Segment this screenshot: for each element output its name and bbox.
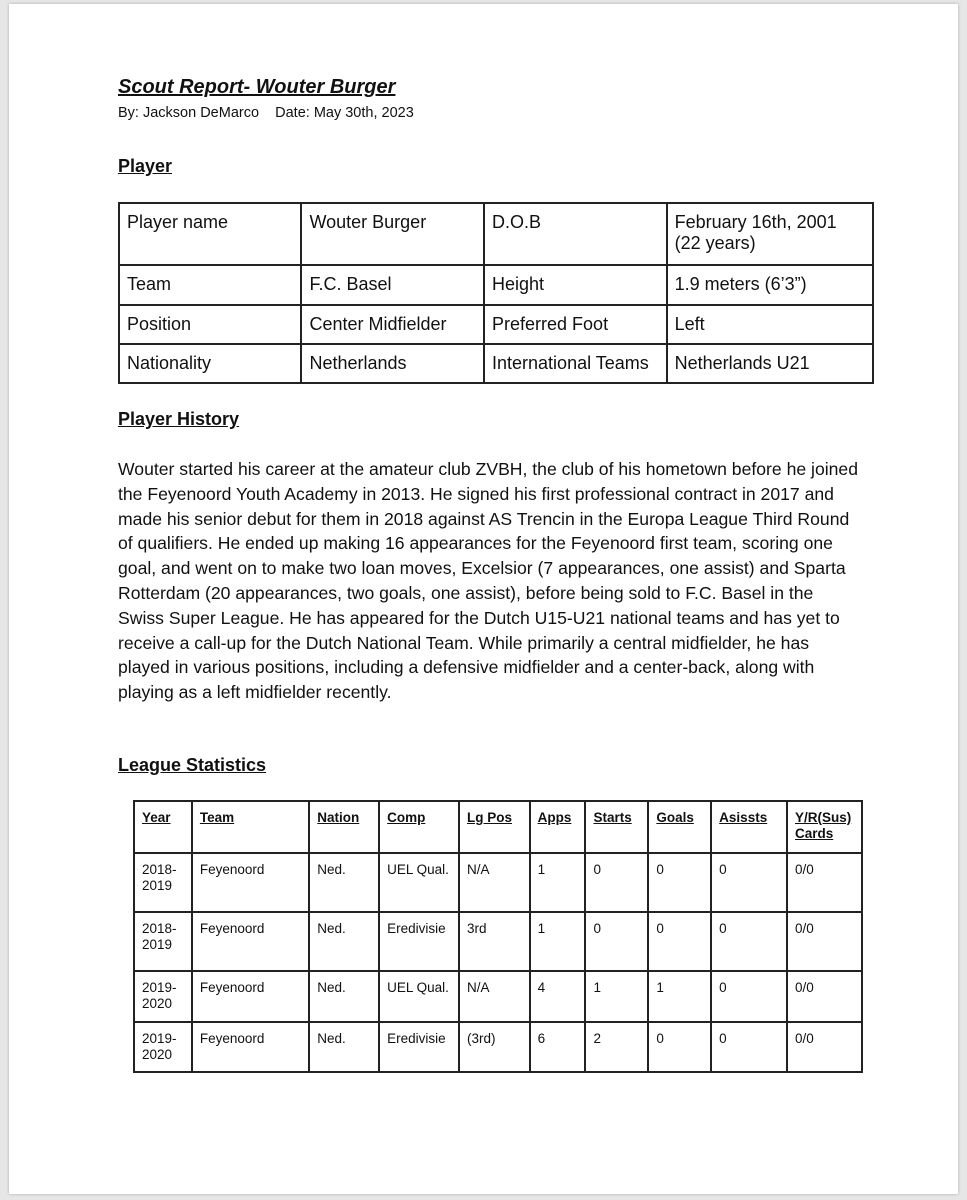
player-history-heading: Player History [118, 409, 240, 429]
table-cell: Preferred Foot [484, 305, 667, 344]
table-cell: Height [484, 265, 667, 305]
table-cell: F.C. Basel [301, 265, 484, 305]
table-cell: 1.9 meters (6’3”) [667, 265, 873, 305]
table-cell: 2018-2019 [134, 912, 192, 971]
table-row [119, 265, 873, 305]
column-header: Year [134, 801, 192, 853]
table-cell: 1 [585, 971, 648, 1022]
player-history-text: Wouter started his career at the amateur club ZVBH, the club of his hometown before he joined the Feyenoord Youth Academy in 2013. He signed his first professional contract in 2017 and made his senior debut for them in 2018 against AS Trencin in the Europa League Third Round of qualifiers. He ended up making 16 appearances for the Feyenoord first team, scoring one goal, and went on to make two loan moves, Excelsior (7 appearances, one assist) and Sparta Rotterdam (20 appearances, two goals, one assist), before being sold to F.C. Basel in the Swiss Super League. He has appeared for the Dutch U15-U21 national teams and has yet to receive a call-up for the Dutch National Team. While primarily a central midfielder, he has played in various positions, including a defensive midfielder and a center-back, along with playing as a left midfielder recently. [118, 459, 858, 703]
table-header-row [134, 801, 862, 853]
table-row [134, 971, 862, 1022]
table-cell: Ned. [309, 912, 379, 971]
table-cell: 0 [648, 1022, 711, 1072]
table-cell: Eredivisie [379, 1022, 459, 1072]
player-info-table [118, 202, 874, 384]
table-cell: (3rd) [459, 1022, 530, 1072]
column-header: Nation [309, 801, 379, 853]
table-cell: D.O.B [484, 203, 667, 265]
table-cell: UEL Qual. [379, 971, 459, 1022]
table-cell: Ned. [309, 853, 379, 912]
table-cell: 0 [648, 853, 711, 912]
column-header: Apps [530, 801, 586, 853]
table-cell: 1 [530, 853, 586, 912]
table-cell: Feyenoord [192, 1022, 309, 1072]
table-cell: 0/0 [787, 971, 862, 1022]
table-cell: 0 [711, 971, 787, 1022]
table-cell: 1 [530, 912, 586, 971]
league-statistics-table [133, 800, 863, 1073]
table-cell: 0 [711, 853, 787, 912]
table-cell: 0/0 [787, 1022, 862, 1072]
table-row [119, 344, 873, 383]
document-page [9, 4, 958, 1194]
column-header: Comp [379, 801, 459, 853]
table-cell: N/A [459, 853, 530, 912]
table-row [134, 853, 862, 912]
table-cell: Position [119, 305, 301, 344]
table-cell: Ned. [309, 1022, 379, 1072]
table-cell: 6 [530, 1022, 586, 1072]
table-cell: UEL Qual. [379, 853, 459, 912]
column-header: Goals [648, 801, 711, 853]
table-cell: 2019-2020 [134, 971, 192, 1022]
league-statistics-heading: League Statistics [118, 755, 267, 775]
table-cell: N/A [459, 971, 530, 1022]
table-cell: International Teams [484, 344, 667, 383]
table-cell: Wouter Burger [301, 203, 484, 265]
report-title: Scout Report- Wouter Burger [118, 76, 396, 98]
table-row [134, 912, 862, 971]
table-cell: February 16th, 2001 (22 years) [667, 203, 873, 265]
table-cell: Left [667, 305, 873, 344]
report-byline: By: Jackson DeMarco Date: May 30th, 2023 [118, 105, 414, 121]
table-row [119, 305, 873, 344]
table-row [119, 203, 873, 265]
player-heading: Player [118, 156, 173, 176]
table-cell: 0/0 [787, 853, 862, 912]
table-cell: Netherlands U21 [667, 344, 873, 383]
table-cell: Netherlands [301, 344, 484, 383]
table-cell: 0 [711, 1022, 787, 1072]
table-cell: Feyenoord [192, 971, 309, 1022]
table-cell: 1 [648, 971, 711, 1022]
table-cell: Ned. [309, 971, 379, 1022]
table-cell: Feyenoord [192, 912, 309, 971]
table-cell: 0 [648, 912, 711, 971]
table-cell: Center Midfielder [301, 305, 484, 344]
table-cell: Team [119, 265, 301, 305]
table-cell: Player name [119, 203, 301, 265]
column-header: Lg Pos [459, 801, 530, 853]
column-header: Asissts [711, 801, 787, 853]
table-cell: 4 [530, 971, 586, 1022]
column-header: Team [192, 801, 309, 853]
table-cell: 2018-2019 [134, 853, 192, 912]
column-header: Y/R(Sus) Cards [787, 801, 862, 853]
table-cell: 0 [585, 912, 648, 971]
table-cell: 0 [711, 912, 787, 971]
table-cell: 0 [585, 853, 648, 912]
column-header: Starts [585, 801, 648, 853]
table-cell: Nationality [119, 344, 301, 383]
table-cell: 2019-2020 [134, 1022, 192, 1072]
table-cell: 2 [585, 1022, 648, 1072]
table-cell: Eredivisie [379, 912, 459, 971]
table-cell: 3rd [459, 912, 530, 971]
table-cell: Feyenoord [192, 853, 309, 912]
table-cell: 0/0 [787, 912, 862, 971]
table-row [134, 1022, 862, 1072]
